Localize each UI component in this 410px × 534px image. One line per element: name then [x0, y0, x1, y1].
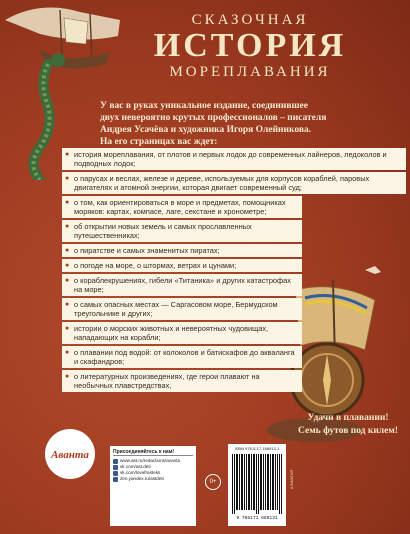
- closing-line-2: Семь футов под килем!: [298, 426, 398, 436]
- closing-line-1: Удачи в плавании!: [307, 413, 389, 423]
- list-item: ● об открытии новых земель и самых прославленных путешественниках;: [62, 220, 302, 242]
- list-item: ● о плавании под водой: от колоколов и батискафов до акваланга и скафандров;: [62, 346, 302, 368]
- intro-line-3: Андрея Усачёва и художника Игоря Олейникова.: [100, 125, 312, 135]
- vk-icon: [113, 471, 118, 476]
- list-item: ● истории о морских животных и невероятных чудовищах, нападающих на корабли;: [62, 322, 302, 344]
- title-line-3: МОРЕПЛАВАНИЯ: [169, 64, 331, 80]
- intro-text: [100, 100, 400, 148]
- web-icon: [113, 459, 118, 464]
- intro-line-2: двух невероятно крутых профессионалов – писателя: [100, 113, 327, 123]
- social-link[interactable]: vk.com/lovefrasteks: [120, 470, 161, 475]
- list-item: ● о парусах и веслах, железе и дереве, используемых для корпусов кораблей, паровых двигателях и атомной энергии, которая двигает современный суд;: [62, 172, 406, 194]
- title-line-2: ИСТОРИЯ: [153, 27, 347, 64]
- intro-line-1: У вас в руках уникальное издание, соединившее: [100, 101, 308, 111]
- closing-text: [298, 412, 398, 438]
- social-link-row: [113, 476, 193, 482]
- social-info-box: [110, 446, 196, 526]
- list-item: ● о погоде на море, о штормах, ветрах и цунами;: [62, 259, 302, 272]
- isbn-text: ISBN 978-5-17-168913-1: [234, 446, 280, 451]
- barcode-bars: [232, 454, 282, 514]
- book-title: [140, 12, 360, 80]
- publisher-logo-text: Аванта: [51, 449, 89, 461]
- side-code: АЛЬМАТИЯ: [290, 470, 294, 490]
- zen-icon: [113, 477, 118, 482]
- list-item: ● о литературных произведениях, где герои плавают на необычных плавстредствах,: [62, 370, 302, 392]
- publisher-logo: [44, 428, 96, 480]
- list-item: ● история мореплавания, от плотов и первых лодок до современных лайнеров, ледоколов и подводных лодок;: [62, 148, 406, 170]
- barcode-number: 9 785171 689131: [236, 516, 278, 521]
- list-item: ● о самых опасных местах — Саргасовом море, Бермудском треугольнике и других;: [62, 298, 302, 320]
- list-item: ● о кораблекрушениях, гибели «Титаника» и других катастрофах на море;: [62, 274, 302, 296]
- social-header: Присоединяйтесь к нам!: [113, 449, 193, 456]
- social-link[interactable]: www.ast.ru/redactions/avanta: [120, 458, 181, 463]
- list-item: ● о том, как ориентироваться в море и предметах, помощниках моряков: картах, компасе, лаге, секстане и хронометре;: [62, 196, 302, 218]
- social-link[interactable]: zen.yandex.ru/astdeti: [120, 476, 164, 481]
- intro-line-4: На его страницах вас ждет:: [100, 137, 218, 147]
- title-line-1: СКАЗОЧНАЯ: [191, 12, 309, 28]
- age-rating-badge: 0+: [205, 474, 221, 490]
- list-item: ● о пиратстве и самых знаменитых пиратах;: [62, 244, 302, 257]
- features-list: [62, 148, 387, 394]
- vk-icon: [113, 465, 118, 470]
- barcode-box: [228, 444, 286, 526]
- social-link[interactable]: vk.com/ast.deti: [120, 464, 151, 469]
